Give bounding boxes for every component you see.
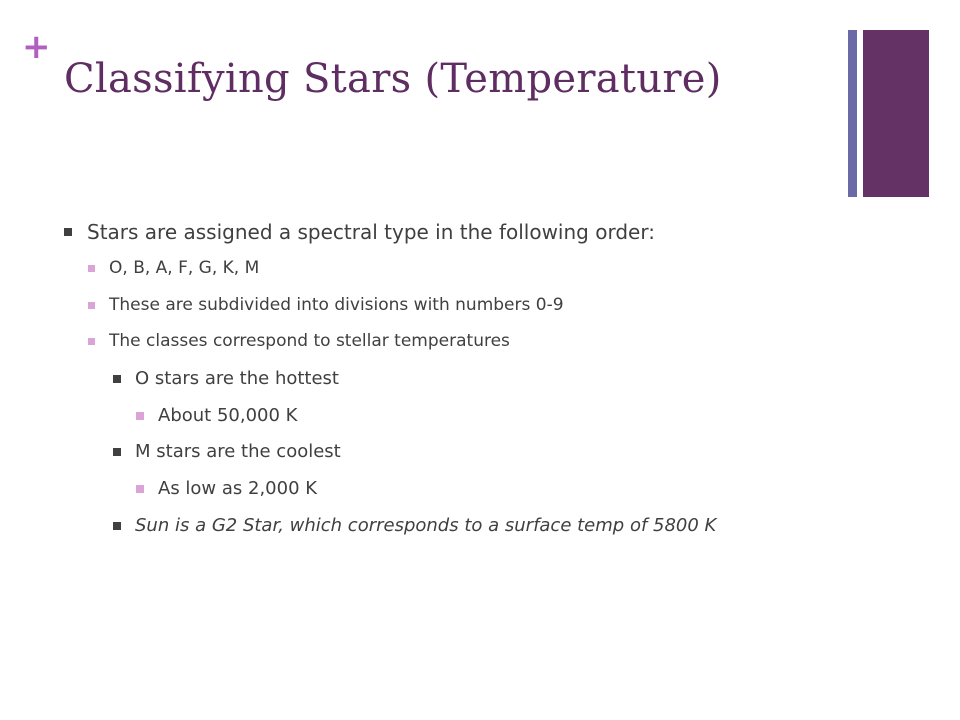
square-bullet-icon xyxy=(136,412,144,420)
square-bullet-icon xyxy=(113,522,121,530)
bullet-text: O stars are the hottest xyxy=(135,368,339,389)
square-bullet-icon xyxy=(88,265,95,272)
bullet-text: As low as 2,000 K xyxy=(158,478,318,499)
square-bullet-icon xyxy=(88,302,95,309)
square-bullet-icon xyxy=(88,338,95,345)
square-bullet-icon xyxy=(113,448,121,456)
bullet-text: M stars are the coolest xyxy=(135,441,341,462)
bullet-text: About 50,000 K xyxy=(158,405,298,426)
bullet-text: The classes correspond to stellar temperatures xyxy=(109,331,510,351)
square-bullet-icon xyxy=(113,375,121,383)
bullet-item xyxy=(88,258,259,278)
bullet-text: These are subdivided into divisions with numbers 0-9 xyxy=(109,295,564,315)
bullet-item xyxy=(113,368,339,389)
bullet-item xyxy=(136,478,317,499)
bullet-item xyxy=(88,295,564,315)
bullet-text: Stars are assigned a spectral type in the following order: xyxy=(87,220,655,244)
bullet-item xyxy=(113,515,716,536)
bullet-item xyxy=(64,220,655,244)
bullet-item xyxy=(113,441,341,462)
bullet-text: Sun is a G2 Star, which corresponds to a surface temp of 5800 K xyxy=(135,515,717,536)
plus-icon: + xyxy=(22,27,51,67)
square-bullet-icon xyxy=(64,228,72,236)
bullet-text: O, B, A, F, G, K, M xyxy=(109,258,260,278)
bullet-item xyxy=(136,405,297,426)
square-bullet-icon xyxy=(136,485,144,493)
slide-title: Classifying Stars (Temperature) xyxy=(64,56,722,102)
bullet-item xyxy=(88,331,510,351)
